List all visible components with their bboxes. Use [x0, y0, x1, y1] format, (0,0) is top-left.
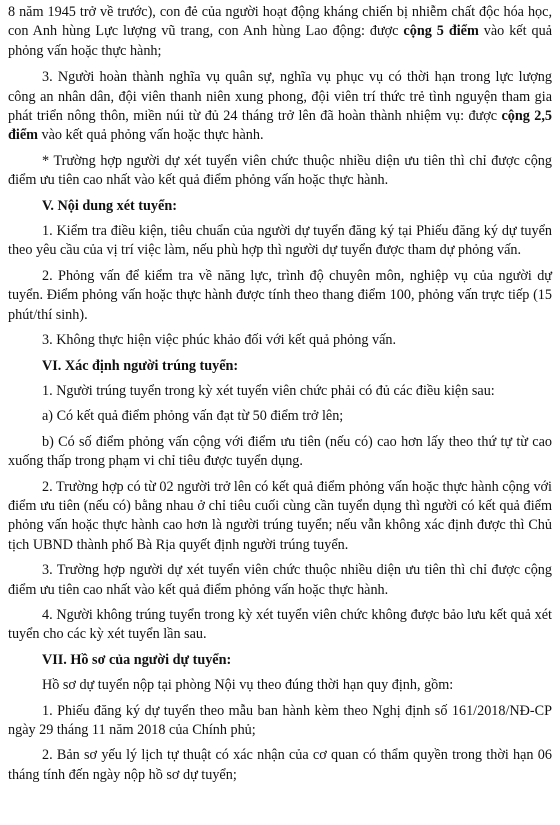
paragraph-6-1: 1. Người trúng tuyển trong kỳ xét tuyển viên chức phải có đủ các điều kiện sau: — [42, 382, 495, 399]
paragraph-5-3: 3. Không thực hiện việc phúc khảo đối với kết quả phỏng vấn. — [42, 332, 397, 349]
paragraph-6-1a: a) Có kết quả điểm phỏng vấn đạt từ 50 điểm trở lên; — [42, 408, 344, 425]
section-heading-7: VII. Hồ sơ của người dự tuyển: — [42, 651, 232, 668]
paragraph-priority-note: * Trường hợp người dự xét tuyển viên chức thuộc nhiều diện ưu tiên thì chỉ được cộng điểm ưu tiên cao nhất vào kết quả điểm phỏng vấn hoặc thực hành. — [8, 152, 552, 189]
paragraph-priority-3 — [8, 68, 552, 146]
section-heading-5: V. Nội dung xét tuyển: — [42, 197, 177, 214]
paragraph-5-1: 1. Kiểm tra điều kiện, tiêu chuẩn của người dự tuyển đăng ký tại Phiếu đăng ký dự tuyển theo yêu cầu của vị trí việc làm, nếu phù hợp thì người dự tuyển được tham dự phỏng vấn. — [8, 223, 552, 259]
text: vào kết quả phỏng vấn hoặc thực hành; — [8, 23, 552, 59]
text: vào kết quả phỏng vấn hoặc thực hành. — [37, 127, 264, 144]
paragraph-6-3: 3. Trường hợp người dự xét tuyển viên chức thuộc nhiều diện ưu tiên thì chỉ được cộng điểm ưu tiên cao nhất vào kết quả điểm phỏng vấn hoặc thực hành. — [8, 562, 552, 598]
section-heading-6: VI. Xác định người trúng tuyển: — [42, 357, 239, 374]
paragraph-6-2: 2. Trường hợp có từ 02 người trở lên có kết quả điểm phỏng vấn hoặc thực hành cộng với điểm ưu tiên (nếu có) bằng nhau ở chỉ tiêu cuối cùng cần tuyển dụng thì người có kết quả điểm phỏng vấn hoặc thực hành cao hơn là người trúng tuyển; nếu vẫn không xác định được thì Chủ tịch UBND thành phố Bà Rịa quyết định người trúng tuyển. — [8, 478, 552, 553]
paragraph-6-1b: b) Có số điểm phỏng vấn cộng với điểm ưu tiên (nếu có) cao hơn lấy theo thứ tự từ cao xuống thấp trong phạm vi chỉ tiêu được tuyển dụng. — [8, 433, 552, 470]
paragraph-7-1: 1. Phiếu đăng ký dự tuyển theo mẫu ban hành kèm theo Nghị định số 161/2018/NĐ-CP ngày 29 tháng 11 năm 2018 của Chính phủ; — [8, 702, 552, 738]
bold-bonus-points: cộng 5 điểm — [403, 23, 479, 40]
bold-bonus-points: cộng 2,5 điểm — [8, 108, 553, 144]
text: 3. Người hoàn thành nghĩa vụ quân sự, nghĩa vụ phục vụ có thời hạn trong lực lượng công an nhân dân, đội viên thanh niên xung phong, đội viên trí thức trẻ tình nguyện tham gia phát triển nông thôn, miền núi từ đủ 24 tháng trở lên đã hoàn thành nhiệm vụ: được — [8, 69, 552, 125]
paragraph-7-intro: Hồ sơ dự tuyển nộp tại phòng Nội vụ theo đúng thời hạn quy định, gồm: — [42, 677, 454, 694]
text: 8 năm 1945 trở về trước), con đẻ của người hoạt động kháng chiến bị nhiễm chất độc hóa học, con Anh hùng Lực lượng vũ trang, con Anh hùng Lao động: được — [8, 4, 552, 40]
paragraph-priority-continued — [8, 3, 552, 61]
paragraph-5-2: 2. Phỏng vấn để kiểm tra về năng lực, trình độ chuyên môn, nghiệp vụ của người dự tuyển. Điểm phỏng vấn hoặc thực hành được tính theo thang điểm 100, phỏng vấn trực tiếp (15 phút/thí sinh). — [8, 267, 552, 323]
paragraph-6-4: 4. Người không trúng tuyển trong kỳ xét tuyển viên chức không được bảo lưu kết quả xét tuyển cho các kỳ xét tuyển lần sau. — [8, 606, 552, 643]
paragraph-7-2: 2. Bản sơ yếu lý lịch tự thuật có xác nhận của cơ quan có thẩm quyền trong thời hạn 06 tháng tính đến ngày nộp hồ sơ dự tuyển; — [8, 747, 552, 783]
